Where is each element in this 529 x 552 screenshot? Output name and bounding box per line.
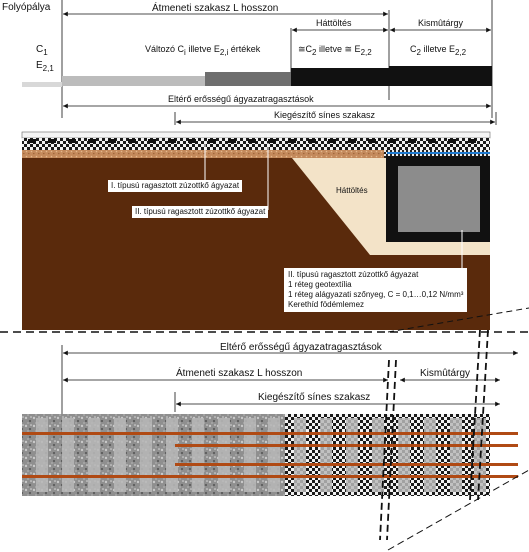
legend-line-3: 1 réteg alágyazati szőnyeg, C = 0,1…0,12 N/mm³ <box>288 290 464 299</box>
label-atmeneti-top: Átmeneti szakasz L hosszon <box>152 3 279 14</box>
label-e21: $E_{2,1}$ <box>36 60 54 73</box>
label-kismutargy-top: Kismûtárgy <box>418 18 464 28</box>
label-elter-top: Eltérő erősségű ágyazatragasztások <box>168 94 314 104</box>
legend-line-1: II. típusú ragasztott zúzottkő ágyazat <box>288 270 419 279</box>
label-folyopalya: Folyópálya <box>2 2 51 13</box>
label-c2: $C_2$ illetve $E_{2,2}$ <box>410 44 467 57</box>
label-valtozo: Változó $C_i$ illetve $E_{2,i}$ értékek <box>145 44 261 57</box>
legend-line-4: Kerethíd födémlemez <box>288 300 365 309</box>
label-hattoltes-mid: Háttöltés <box>336 186 368 195</box>
label-type2: II. típusú ragasztott zúzottkő ágyazat <box>132 206 268 218</box>
legend-box <box>284 268 467 312</box>
stiffness-bars <box>22 66 492 87</box>
label-elter-bottom: Eltérő erősségű ágyazatragasztások <box>220 342 382 353</box>
label-type1: I. típusú ragasztott zúzottkő ágyazat <box>108 180 242 192</box>
label-c1: $C_1$ <box>36 44 48 57</box>
label-kieg-bottom: Kiegészítő sínes szakasz <box>258 392 371 403</box>
label-atmeneti-bottom: Átmeneti szakasz L hosszon <box>176 368 303 379</box>
label-hattoltes-top: Háttöltés <box>316 18 352 28</box>
plan-track <box>22 414 518 496</box>
label-kismutargy-bottom: Kismûtárgy <box>420 368 471 379</box>
label-kieg-top: Kiegészítő sínes szakasz <box>274 110 376 120</box>
label-approx-c2: $≅C_2$ illetve ≅ $E_{2,2}$ <box>298 44 372 57</box>
legend-line-2: 1 réteg geotextília <box>288 280 352 289</box>
